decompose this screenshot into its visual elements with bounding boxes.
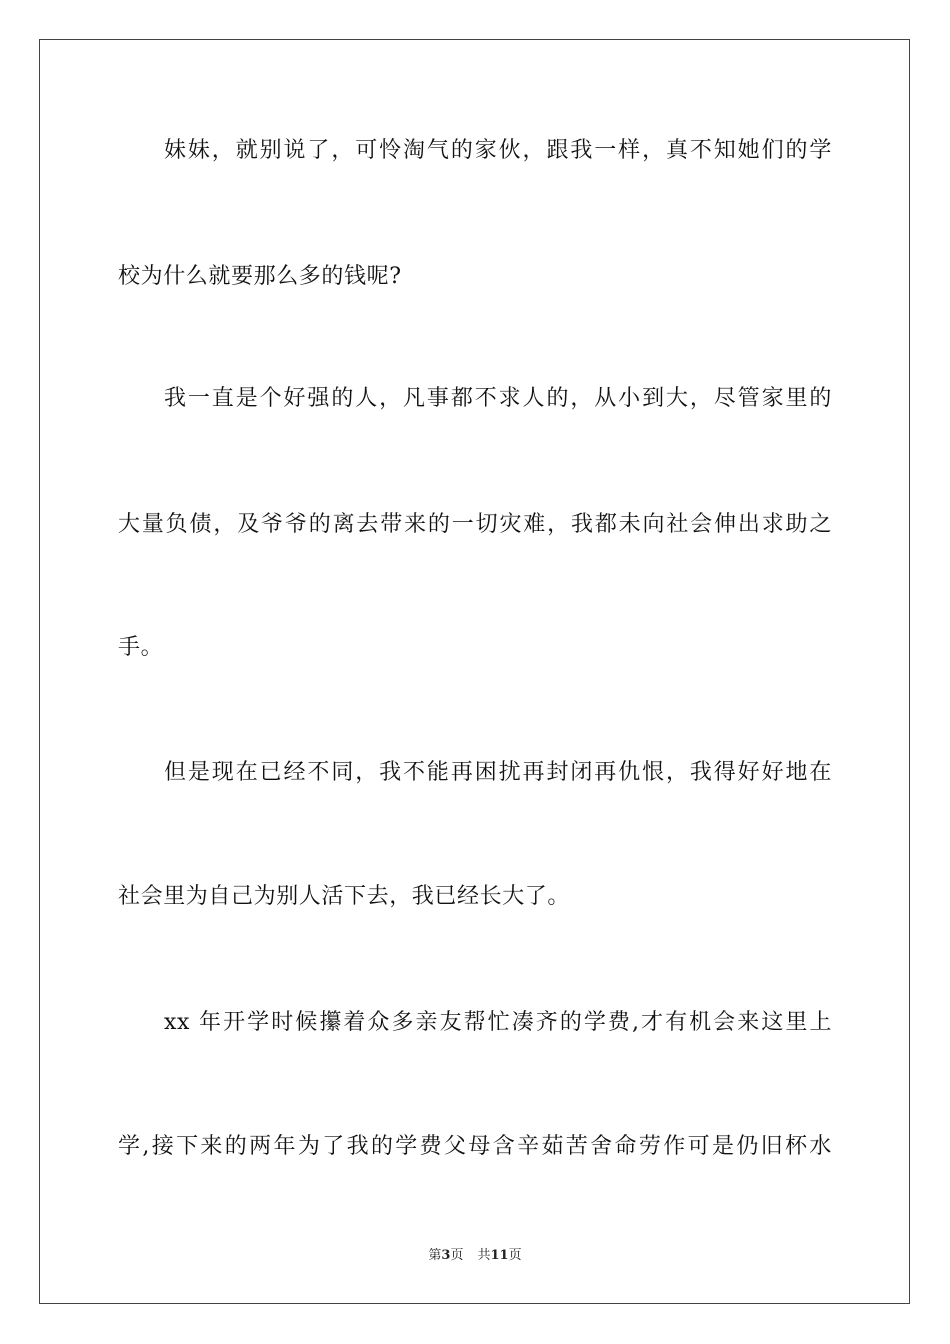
footer-total-pages: 11: [490, 1248, 509, 1263]
paragraph-1-line-2: 校为什么就要那么多的钱呢?: [118, 264, 402, 289]
page-border: [39, 39, 910, 1304]
paragraph-2-line-1: 我一直是个好强的人，凡事都不求人的，从小到大，尽管家里的: [164, 386, 832, 411]
paragraph-1-line-1: 妹妹，就别说了，可怜淘气的家伙，跟我一样，真不知她们的学: [164, 138, 832, 163]
footer-total-prefix: 共: [477, 1248, 491, 1263]
footer-current-page: 3: [441, 1248, 451, 1263]
footer-page-suffix: 页: [450, 1248, 464, 1263]
footer-page-prefix: 第: [428, 1248, 442, 1263]
paragraph-3-line-2: 社会里为自己为别人活下去，我已经长大了。: [118, 884, 571, 909]
paragraph-4-line-2: 学,接下来的两年为了我的学费父母含辛茹苦舍命劳作可是仍旧杯水: [118, 1134, 832, 1159]
paragraph-4-line-1: xx 年开学时候攥着众多亲友帮忙凑齐的学费,才有机会来这里上: [164, 1010, 832, 1035]
paragraph-2-line-2: 大量负债，及爷爷的离去带来的一切灾难，我都未向社会伸出求助之: [118, 512, 832, 537]
footer-total-suffix: 页: [508, 1248, 522, 1263]
paragraph-3-line-1: 但是现在已经不同，我不能再困扰再封闭再仇恨，我得好好地在: [164, 760, 832, 785]
page-footer: [0, 1247, 950, 1265]
paragraph-2-line-3: 手。: [118, 635, 164, 660]
